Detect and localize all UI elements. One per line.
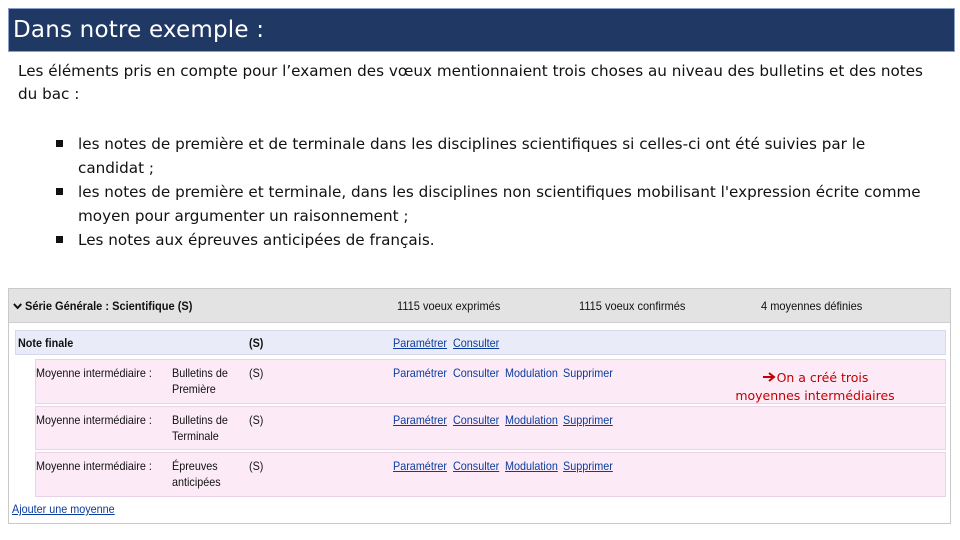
- criteria-text: Les notes aux épreuves anticipées de français.: [78, 231, 435, 249]
- criteria-item: [56, 132, 926, 180]
- criteria-text: les notes de première et terminale, dans les disciplines non scientifiques mobilisant l'expression écrite comme moyen pour argumenter un raisonnement ;: [78, 183, 921, 225]
- row-code: (S): [249, 336, 264, 350]
- row-label: Moyenne intermédiaire :: [36, 413, 152, 427]
- criteria-text: les notes de première et de terminale dans les disciplines scientifiques si celles-ci ont été suivies par le candidat ;: [78, 135, 866, 177]
- modulation-link[interactable]: Modulation: [505, 413, 558, 427]
- moyennes-definies: 4 moyennes définies: [761, 299, 863, 313]
- moyennes-panel: [8, 288, 951, 524]
- row-source: Bulletins de: [172, 366, 228, 380]
- parametrer-link[interactable]: Paramétrer: [393, 366, 448, 380]
- square-bullet-icon: [56, 140, 63, 147]
- row-source-2: anticipées: [172, 475, 221, 489]
- serie-toggle[interactable]: [13, 299, 192, 314]
- modulation-link[interactable]: Modulation: [505, 366, 558, 380]
- supprimer-link[interactable]: Supprimer: [563, 413, 613, 427]
- consulter-link[interactable]: Consulter: [453, 413, 500, 427]
- row-label: Note finale: [18, 336, 74, 350]
- row-source: Bulletins de: [172, 413, 228, 427]
- note-finale-row: [15, 330, 946, 355]
- consulter-link[interactable]: Consulter: [453, 459, 500, 473]
- voeux-exprimes: 1115 voeux exprimés: [397, 299, 501, 313]
- criteria-item: [56, 180, 926, 228]
- row-source-2: Première: [172, 382, 216, 396]
- row-label: Moyenne intermédiaire :: [36, 366, 152, 380]
- annotation-line-2: moyennes intermédiaires: [735, 388, 895, 403]
- criteria-list: [56, 132, 926, 252]
- moyenne-row-epreuves: [35, 452, 946, 497]
- chevron-down-icon[interactable]: [13, 301, 22, 311]
- square-bullet-icon: [56, 236, 63, 243]
- add-moyenne-link[interactable]: Ajouter une moyenne: [12, 502, 115, 516]
- parametrer-link[interactable]: Paramétrer: [393, 336, 448, 350]
- serie-header[interactable]: [9, 289, 950, 323]
- annotation-callout: [717, 369, 913, 405]
- intro-text: Les éléments pris en compte pour l’examen des vœux mentionnaient trois choses au niveau des bulletins et des notes du bac :: [18, 62, 923, 103]
- row-code: (S): [249, 413, 264, 427]
- parametrer-link[interactable]: Paramétrer: [393, 459, 448, 473]
- parametrer-link[interactable]: Paramétrer: [393, 413, 448, 427]
- row-code: (S): [249, 459, 264, 473]
- consulter-link[interactable]: Consulter: [453, 336, 500, 350]
- supprimer-link[interactable]: Supprimer: [563, 459, 613, 473]
- slide-title-bar: [8, 8, 955, 52]
- square-bullet-icon: [56, 188, 63, 195]
- moyenne-row-terminale: [35, 406, 946, 450]
- row-label: Moyenne intermédiaire :: [36, 459, 152, 473]
- row-source: Épreuves: [172, 459, 218, 473]
- row-code: (S): [249, 366, 264, 380]
- annotation-text: On a créé trois: [776, 370, 869, 385]
- modulation-link[interactable]: Modulation: [505, 459, 558, 473]
- arrow-right-icon: [762, 372, 776, 382]
- serie-name: Série Générale : Scientifique (S): [24, 299, 193, 313]
- consulter-link[interactable]: Consulter: [453, 366, 500, 380]
- voeux-confirmes: 1115 voeux confirmés: [579, 299, 686, 313]
- supprimer-link[interactable]: Supprimer: [563, 366, 613, 380]
- annotation-line-1: [717, 369, 913, 387]
- row-source-2: Terminale: [172, 429, 219, 443]
- criteria-item: [56, 228, 926, 252]
- slide-title: Dans notre exemple :: [13, 17, 265, 43]
